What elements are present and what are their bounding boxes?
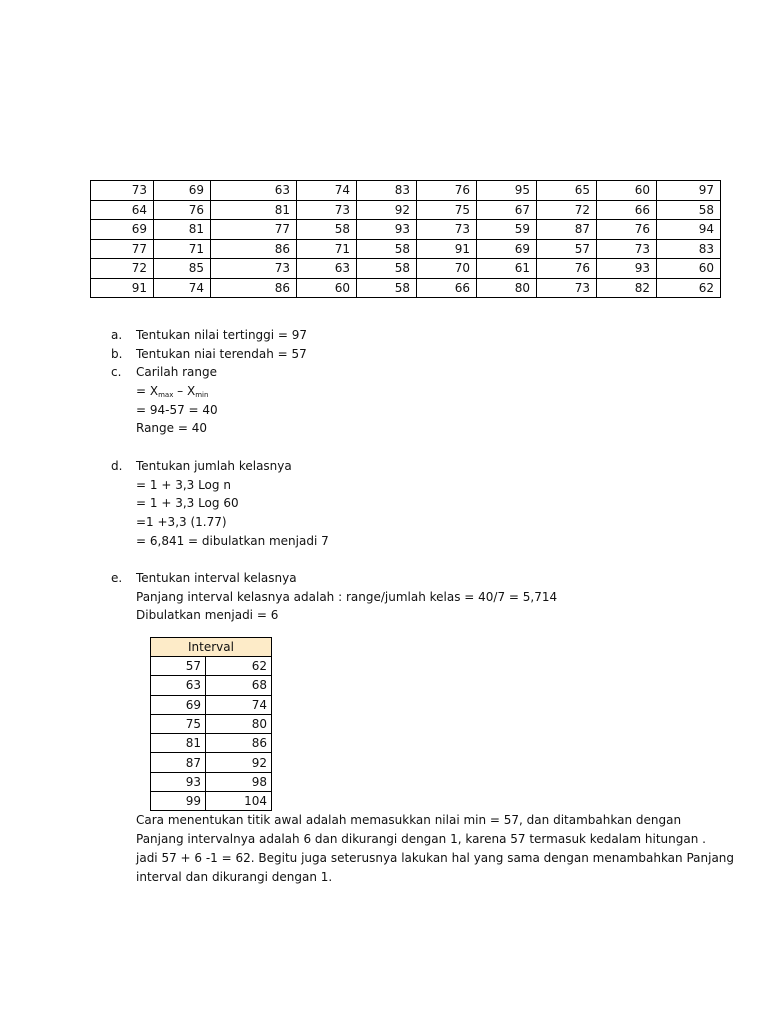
table-cell: 61 [477, 259, 537, 279]
question-b [111, 345, 731, 364]
table-cell: 93 [597, 259, 657, 279]
table-cell: 69 [477, 239, 537, 259]
interval-upper: 80 [206, 714, 272, 733]
interval-lower: 63 [151, 676, 206, 695]
table-cell: 59 [477, 220, 537, 240]
table-cell: 76 [597, 220, 657, 240]
interval-lower: 57 [151, 657, 206, 676]
interval-calc-line: Panjang interval kelasnya adalah : range/jumlah kelas = 40/7 = 5,714 [136, 589, 558, 604]
table-cell: 66 [417, 278, 477, 298]
table-cell: 92 [357, 200, 417, 220]
table-cell: 74 [154, 278, 211, 298]
question-c [111, 363, 731, 382]
table-cell: 74 [297, 181, 357, 201]
explanation-line: Cara menentukan titik awal adalah memasukkan nilai min = 57, dan ditambahkan dengan [136, 813, 682, 827]
table-cell: 71 [154, 239, 211, 259]
data-table [90, 180, 721, 298]
table-cell: 81 [154, 220, 211, 240]
list-marker: d. [111, 458, 123, 473]
table-cell: 69 [154, 181, 211, 201]
question-a-text: Tentukan nilai tertinggi = 97 [136, 328, 308, 342]
range-formula-text: = $X_{max} - X_{min}$ [136, 384, 209, 400]
interval-row [151, 657, 272, 676]
table-cell: 73 [211, 259, 297, 279]
list-marker: e. [111, 570, 123, 585]
table-cell: 73 [297, 200, 357, 220]
table-cell: 57 [537, 239, 597, 259]
interval-upper: 62 [206, 657, 272, 676]
table-cell: 80 [477, 278, 537, 298]
interval-table [150, 637, 272, 811]
question-d-text: Tentukan jumlah kelasnya [136, 458, 292, 473]
interval-header: Interval [151, 638, 272, 657]
list-marker: b. [111, 346, 123, 361]
interval-row [151, 753, 272, 772]
table-cell: 72 [91, 259, 154, 279]
interval-calc-line: Dibulatkan menjadi = 6 [136, 608, 279, 623]
table-cell: 62 [657, 278, 721, 298]
interval-lower: 81 [151, 734, 206, 753]
explanation-line: interval dan dikurangi dengan 1. [136, 870, 333, 884]
table-cell: 63 [297, 259, 357, 279]
table-cell: 60 [657, 259, 721, 279]
question-c-text: Carilah range [136, 365, 217, 380]
range-result: Range = 40 [136, 421, 207, 436]
interval-row [151, 792, 272, 811]
table-cell: 91 [417, 239, 477, 259]
table-cell: 94 [657, 220, 721, 240]
table-cell: 60 [597, 181, 657, 201]
table-cell: 87 [537, 220, 597, 240]
table-cell: 76 [154, 200, 211, 220]
table-cell: 67 [477, 200, 537, 220]
table-cell: 64 [91, 200, 154, 220]
table-cell: 66 [597, 200, 657, 220]
question-list [111, 326, 731, 625]
table-cell: 73 [91, 181, 154, 201]
table-cell: 76 [417, 181, 477, 201]
table-cell: 73 [597, 239, 657, 259]
interval-upper: 74 [206, 695, 272, 714]
table-row [91, 278, 721, 298]
table-cell: 73 [537, 278, 597, 298]
table-cell: 95 [477, 181, 537, 201]
interval-row [151, 676, 272, 695]
class-calc-line: = 1 + 3,3 Log 60 [136, 496, 239, 511]
class-calc-line: = 6,841 = dibulatkan menjadi 7 [136, 533, 329, 548]
table-cell: 75 [417, 200, 477, 220]
table-cell: 91 [91, 278, 154, 298]
table-cell: 85 [154, 259, 211, 279]
table-cell: 63 [211, 181, 297, 201]
class-calc-line: =1 +3,3 (1.77) [136, 514, 227, 529]
interval-lower: 69 [151, 695, 206, 714]
table-cell: 60 [297, 278, 357, 298]
table-cell: 69 [91, 220, 154, 240]
question-d [111, 457, 731, 476]
interval-lower: 75 [151, 714, 206, 733]
interval-upper: 86 [206, 734, 272, 753]
table-cell: 86 [211, 278, 297, 298]
table-row [91, 239, 721, 259]
table-cell: 77 [91, 239, 154, 259]
table-cell: 58 [297, 220, 357, 240]
table-cell: 65 [537, 181, 597, 201]
table-cell: 73 [417, 220, 477, 240]
interval-upper: 68 [206, 676, 272, 695]
explanation-paragraph [136, 811, 736, 887]
table-cell: 81 [211, 200, 297, 220]
list-marker: a. [111, 328, 123, 342]
question-a [111, 326, 731, 345]
list-marker: c. [111, 365, 122, 380]
table-cell: 70 [417, 259, 477, 279]
table-cell: 76 [537, 259, 597, 279]
interval-lower: 93 [151, 772, 206, 791]
interval-upper: 92 [206, 753, 272, 772]
interval-row [151, 772, 272, 791]
question-b-text: Tentukan niai terendah = 57 [136, 346, 307, 361]
explanation-line: Panjang intervalnya adalah 6 dan dikurangi dengan 1, karena 57 termasuk kedalam hitungan . [136, 832, 706, 846]
question-e [111, 569, 731, 588]
interval-upper: 98 [206, 772, 272, 791]
range-formula [111, 382, 731, 401]
table-cell: 58 [357, 278, 417, 298]
table-cell: 77 [211, 220, 297, 240]
question-e-text: Tentukan interval kelasnya [136, 570, 297, 585]
table-cell: 58 [657, 200, 721, 220]
interval-upper: 104 [206, 792, 272, 811]
table-cell: 97 [657, 181, 721, 201]
explanation-line: jadi 57 + 6 -1 = 62. Begitu juga seterusnya lakukan hal yang sama dengan menambahkan Panjang [136, 851, 735, 865]
interval-row [151, 714, 272, 733]
table-cell: 83 [357, 181, 417, 201]
table-row [91, 220, 721, 240]
range-calc: = 94-57 = 40 [136, 402, 218, 417]
table-cell: 58 [357, 259, 417, 279]
table-row [91, 200, 721, 220]
table-cell: 71 [297, 239, 357, 259]
interval-row [151, 734, 272, 753]
interval-lower: 87 [151, 753, 206, 772]
table-cell: 58 [357, 239, 417, 259]
table-cell: 86 [211, 239, 297, 259]
table-cell: 72 [537, 200, 597, 220]
table-cell: 83 [657, 239, 721, 259]
table-cell: 82 [597, 278, 657, 298]
table-row [91, 181, 721, 201]
table-cell: 93 [357, 220, 417, 240]
interval-row [151, 695, 272, 714]
interval-lower: 99 [151, 792, 206, 811]
class-calc-line: = 1 + 3,3 Log n [136, 477, 231, 492]
table-row [91, 259, 721, 279]
